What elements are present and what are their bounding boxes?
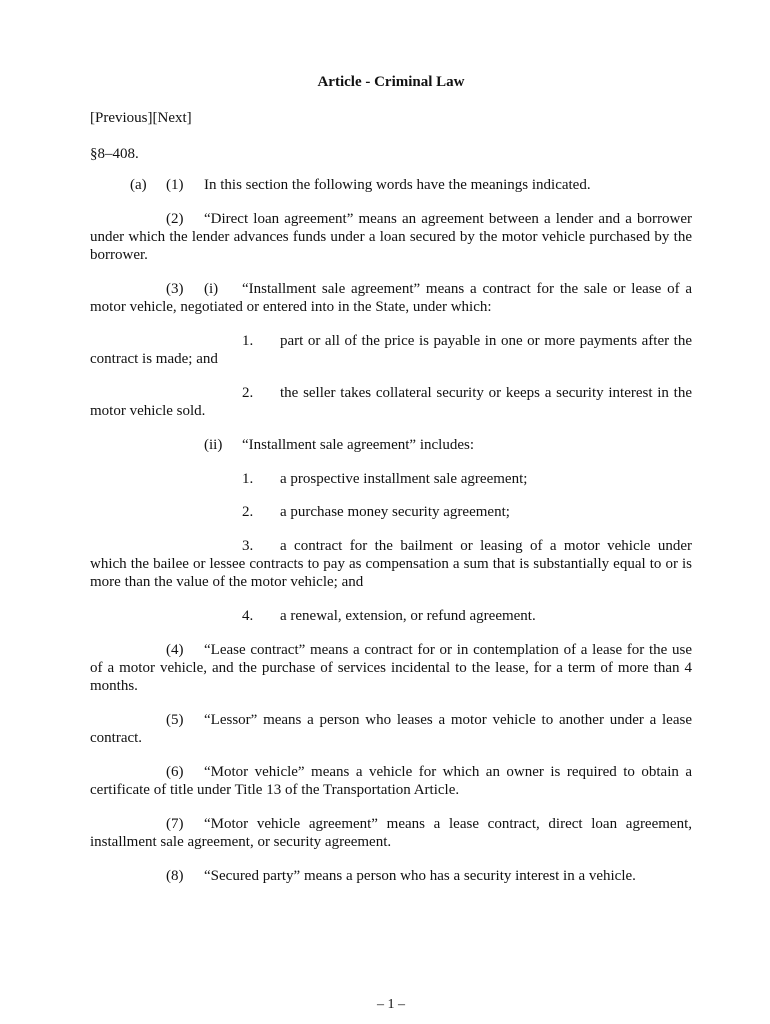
item-text: part or all of the price is payable in one or more payments after the contract is made; and	[90, 333, 692, 367]
paragraph-text: “Motor vehicle agreement” means a lease contract, direct loan agreement, installment sale agreement, or security agreement.	[90, 816, 692, 850]
paragraph-number: (6)	[166, 764, 184, 780]
paragraph-7	[90, 815, 692, 851]
paragraph-4	[90, 641, 692, 695]
item-number: 3.	[242, 538, 254, 554]
paragraph-number: (4)	[166, 642, 184, 658]
item-text: a contract for the bailment or leasing of a motor vehicle under which the bailee or lessee contracts to pay as compensation a sum that is substantially equal to or is more than the value of the motor vehicle; and	[90, 538, 692, 590]
item-3ii-3	[90, 537, 692, 591]
paragraph-number: (8)	[166, 868, 184, 884]
paragraph-text: In this section the following words have the meanings indicated.	[204, 177, 591, 193]
paragraph-text: “Motor vehicle” means a vehicle for which an owner is required to obtain a certificate of title under Title 13 of the Transportation Article.	[90, 764, 692, 798]
paragraph-number: (7)	[166, 816, 184, 832]
paragraph-text: “Installment sale agreement” includes:	[242, 437, 474, 453]
item-text: a renewal, extension, or refund agreement.	[280, 608, 536, 624]
next-link[interactable]: [Next]	[152, 110, 192, 126]
item-text: the seller takes collateral security or keeps a security interest in the motor vehicle sold.	[90, 385, 692, 419]
paragraph-number: (5)	[166, 712, 184, 728]
previous-link[interactable]: [Previous]	[90, 110, 153, 126]
section-number: §8–408.	[90, 146, 139, 162]
item-number: 1.	[242, 333, 254, 349]
paragraph-3i	[90, 280, 692, 316]
item-3i-2	[90, 384, 692, 420]
paragraph-text: “Secured party” means a person who has a security interest in a vehicle.	[204, 868, 636, 884]
item-text: a purchase money security agreement;	[280, 504, 510, 520]
subsection-label: (a)	[130, 177, 147, 193]
page-number: – 1 –	[377, 997, 405, 1012]
paragraph-text: “Installment sale agreement” means a contract for the sale or lease of a motor vehicle, negotiated or entered into in the State, under which:	[90, 281, 692, 315]
paragraph-a1	[90, 176, 692, 194]
paragraph-text: “Lease contract” means a contract for or in contemplation of a lease for the use of a motor vehicle, and the purchase of services incidental to the lease, for a term of more than 4 months.	[90, 642, 692, 694]
item-number: 1.	[242, 471, 254, 487]
paragraph-6	[90, 763, 692, 799]
paragraph-8	[90, 867, 692, 885]
item-3ii-4	[90, 607, 692, 625]
item-3ii-1	[90, 470, 692, 488]
paragraph-number: (2)	[166, 211, 184, 227]
paragraph-text: “Lessor” means a person who leases a motor vehicle to another under a lease contract.	[90, 712, 692, 746]
subparagraph-label: (i)	[204, 281, 219, 297]
nav-links	[90, 109, 192, 127]
item-number: 2.	[242, 504, 254, 520]
paragraph-text: “Direct loan agreement” means an agreement between a lender and a borrower under which the lender advances funds under a loan secured by the motor vehicle purchased by the borrower.	[90, 211, 692, 263]
paragraph-2	[90, 210, 692, 264]
item-number: 4.	[242, 608, 254, 624]
paragraph-5	[90, 711, 692, 747]
subparagraph-label: (ii)	[204, 437, 223, 453]
paragraph-number: (3)	[166, 281, 184, 297]
article-title: Article - Criminal Law	[317, 74, 465, 90]
paragraph-3ii	[90, 436, 692, 454]
item-3i-1	[90, 332, 692, 368]
item-3ii-2	[90, 503, 692, 521]
item-text: a prospective installment sale agreement;	[280, 471, 528, 487]
item-number: 2.	[242, 385, 254, 401]
paragraph-number: (1)	[166, 177, 184, 193]
